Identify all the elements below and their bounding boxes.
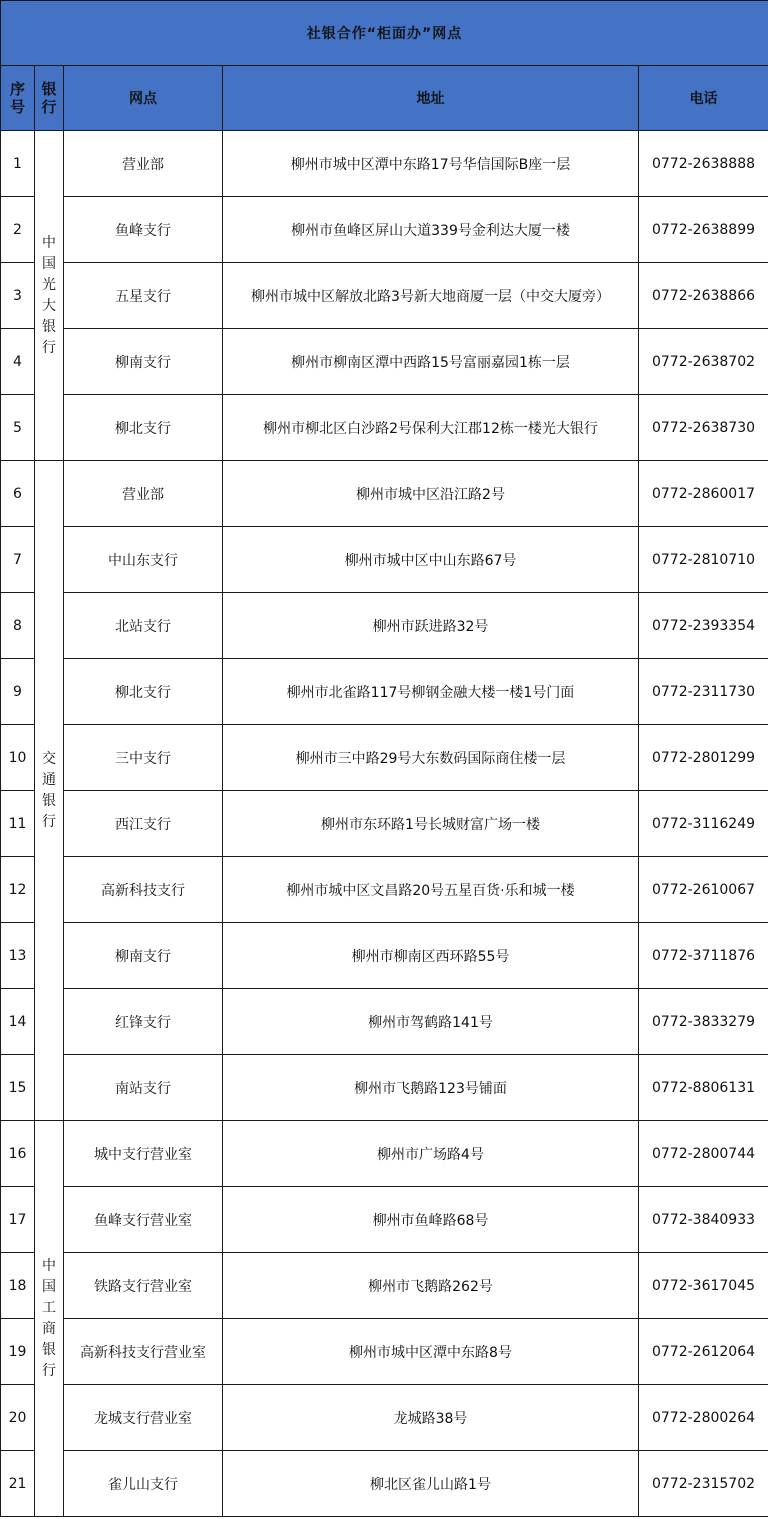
address-cell: 柳州市柳南区西环路55号 [223,923,639,989]
table-row [1,989,768,1055]
seq-cell: 12 [1,857,35,923]
address-cell: 柳州市城中区潭中东路17号华信国际B座一层 [223,131,639,197]
table-row [1,1385,768,1451]
bank-cell [35,1121,64,1517]
branch-cell: 雀儿山支行 [64,1451,223,1517]
address-cell: 柳州市鱼峰路68号 [223,1187,639,1253]
seq-cell: 14 [1,989,35,1055]
branch-cell: 鱼峰支行 [64,197,223,263]
seq-cell: 16 [1,1121,35,1187]
branch-cell: 高新科技支行营业室 [64,1319,223,1385]
branch-cell: 南站支行 [64,1055,223,1121]
phone-cell: 0772-3116249 [639,791,768,857]
seq-cell: 5 [1,395,35,461]
address-cell: 柳州市广场路4号 [223,1121,639,1187]
branch-cell: 龙城支行营业室 [64,1385,223,1451]
table-row [1,659,768,725]
phone-cell: 0772-8806131 [639,1055,768,1121]
phone-cell: 0772-3840933 [639,1187,768,1253]
header-branch: 网点 [64,66,223,131]
table-row [1,725,768,791]
table-row [1,1187,768,1253]
header-seq: 序号 [1,66,35,131]
branch-cell: 营业部 [64,461,223,527]
seq-cell: 7 [1,527,35,593]
seq-cell: 4 [1,329,35,395]
table-row [1,1319,768,1385]
phone-cell: 0772-2610067 [639,857,768,923]
branch-cell: 北站支行 [64,593,223,659]
seq-cell: 15 [1,1055,35,1121]
header-address: 地址 [223,66,639,131]
phone-cell: 0772-2810710 [639,527,768,593]
seq-cell: 11 [1,791,35,857]
address-cell: 柳州市飞鹅路262号 [223,1253,639,1319]
table-row [1,131,768,197]
table-row [1,263,768,329]
address-cell: 柳州市飞鹅路123号铺面 [223,1055,639,1121]
phone-cell: 0772-2638730 [639,395,768,461]
address-cell: 柳州市城中区沿江路2号 [223,461,639,527]
seq-cell: 2 [1,197,35,263]
table-row [1,395,768,461]
table-row [1,1121,768,1187]
phone-cell: 0772-3833279 [639,989,768,1055]
branch-cell: 柳北支行 [64,395,223,461]
table-row [1,791,768,857]
branch-cell: 高新科技支行 [64,857,223,923]
seq-cell: 10 [1,725,35,791]
phone-cell: 0772-2393354 [639,593,768,659]
seq-cell: 6 [1,461,35,527]
branch-cell: 红锋支行 [64,989,223,1055]
table-row [1,857,768,923]
bank-name: 中国工商银行 [42,1257,56,1379]
bank-cell [35,461,64,1121]
address-cell: 柳州市驾鹤路141号 [223,989,639,1055]
phone-cell: 0772-2638888 [639,131,768,197]
phone-cell: 0772-3617045 [639,1253,768,1319]
branch-cell: 五星支行 [64,263,223,329]
table-row [1,527,768,593]
phone-cell: 0772-2860017 [639,461,768,527]
address-cell: 柳州市柳南区潭中西路15号富丽嘉园1栋一层 [223,329,639,395]
branch-cell: 三中支行 [64,725,223,791]
branch-cell: 营业部 [64,131,223,197]
address-cell: 柳州市跃进路32号 [223,593,639,659]
address-cell: 柳北区雀儿山路1号 [223,1451,639,1517]
phone-cell: 0772-2800744 [639,1121,768,1187]
address-cell: 柳州市柳北区白沙路2号保利大江郡12栋一楼光大银行 [223,395,639,461]
branch-cell: 铁路支行营业室 [64,1253,223,1319]
header-phone: 电话 [639,66,768,131]
seq-cell: 20 [1,1385,35,1451]
table-row [1,197,768,263]
branch-cell: 鱼峰支行营业室 [64,1187,223,1253]
address-cell: 柳州市北雀路117号柳钢金融大楼一楼1号门面 [223,659,639,725]
phone-cell: 0772-2800264 [639,1385,768,1451]
phone-cell: 0772-2638866 [639,263,768,329]
branch-cell: 中山东支行 [64,527,223,593]
address-cell: 柳州市城中区文昌路20号五星百货·乐和城一楼 [223,857,639,923]
seq-cell: 3 [1,263,35,329]
table-row [1,461,768,527]
address-cell: 龙城路38号 [223,1385,639,1451]
address-cell: 柳州市城中区中山东路67号 [223,527,639,593]
table-row [1,1253,768,1319]
phone-cell: 0772-2311730 [639,659,768,725]
seq-cell: 1 [1,131,35,197]
address-cell: 柳州市城中区潭中东路8号 [223,1319,639,1385]
branch-cell: 西江支行 [64,791,223,857]
phone-cell: 0772-2612064 [639,1319,768,1385]
seq-cell: 8 [1,593,35,659]
seq-cell: 9 [1,659,35,725]
table-row [1,329,768,395]
bank-name: 交通银行 [42,750,56,830]
table-title: 社银合作“柜面办”网点 [1,1,768,66]
address-cell: 柳州市城中区解放北路3号新大地商厦一层（中交大厦旁） [223,263,639,329]
title-row [1,1,768,66]
header-row [1,66,768,131]
branch-cell: 柳南支行 [64,923,223,989]
table-row [1,1055,768,1121]
bank-name: 中国光大银行 [42,234,56,356]
seq-cell: 13 [1,923,35,989]
address-cell: 柳州市鱼峰区屏山大道339号金利达大厦一楼 [223,197,639,263]
phone-cell: 0772-3711876 [639,923,768,989]
phone-cell: 0772-2801299 [639,725,768,791]
phone-cell: 0772-2638899 [639,197,768,263]
table-row [1,593,768,659]
branch-cell: 城中支行营业室 [64,1121,223,1187]
seq-cell: 18 [1,1253,35,1319]
bank-cell [35,131,64,461]
header-bank: 银行 [35,66,64,131]
address-cell: 柳州市三中路29号大东数码国际商住楼一层 [223,725,639,791]
seq-cell: 19 [1,1319,35,1385]
branch-cell: 柳南支行 [64,329,223,395]
seq-cell: 17 [1,1187,35,1253]
table-row [1,1451,768,1517]
address-cell: 柳州市东环路1号长城财富广场一楼 [223,791,639,857]
branch-cell: 柳北支行 [64,659,223,725]
table-row [1,923,768,989]
seq-cell: 21 [1,1451,35,1517]
phone-cell: 0772-2638702 [639,329,768,395]
phone-cell: 0772-2315702 [639,1451,768,1517]
